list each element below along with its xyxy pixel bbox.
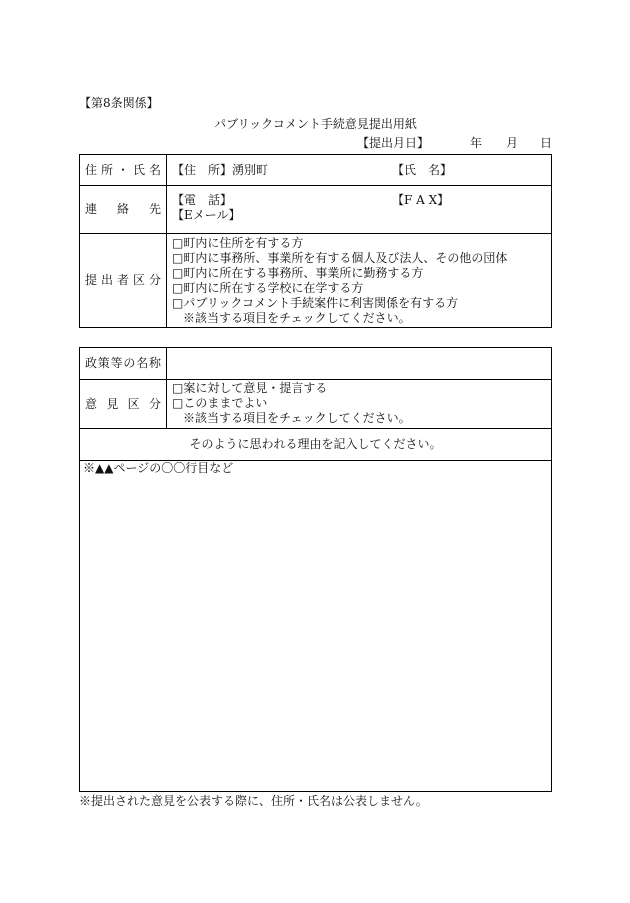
checkbox-option: □町内に所在する学校に在学する方: [172, 281, 364, 295]
reason-entry-area: [80, 461, 551, 791]
submission-date-row: [79, 136, 552, 150]
reason-heading: そのように思われる理由を記入してください。: [189, 437, 442, 451]
applicant-info-table: [79, 154, 552, 328]
policy-name-label: 政策等の名称: [85, 356, 161, 370]
opinion-category-label: 意見区分: [85, 396, 161, 411]
month-label: 月: [506, 136, 519, 150]
phone-label: 【電 話】: [172, 193, 233, 207]
policy-name-label-cell: [80, 348, 167, 379]
email-line: [172, 208, 551, 223]
address-value: 湧別町: [232, 162, 269, 177]
checkbox-option: □パブリックコメント手続案件に利害関係を有する方: [172, 296, 459, 310]
address-name-value-cell: [167, 155, 551, 185]
phone-fax-line: [172, 193, 551, 208]
email-label: 【Eメール】: [172, 208, 241, 222]
document-title: パブリックコメント手続意見提出用紙: [214, 117, 417, 131]
checkbox-option: □町内に住所を有する方: [172, 236, 304, 250]
day-label: 日: [540, 136, 553, 150]
fax-label: 【F A X】: [392, 193, 450, 207]
opinion-table: [79, 347, 552, 792]
checkbox-option: □案に対して意見・提言する: [172, 381, 328, 395]
submitter-category-label: 提出者区分: [85, 273, 161, 287]
opinion-category-row: [80, 379, 551, 428]
opinion-category-label-cell: [80, 380, 167, 428]
check-instruction-note: ※該当する項目をチェックしてください。: [183, 411, 411, 425]
submission-date-label: 【提出月日】: [357, 136, 430, 150]
address-name-row: [80, 155, 551, 185]
name-label: 【氏 名】: [392, 162, 453, 177]
submitter-category-label-cell: [80, 234, 167, 327]
reason-heading-row: [80, 428, 551, 460]
address-name-label: 住所・氏名: [85, 162, 161, 177]
opinion-category-options: [167, 380, 551, 428]
contact-value-cell: [167, 186, 551, 233]
year-label: 年: [470, 136, 483, 150]
address-label: 【住 所】: [172, 162, 233, 177]
contact-row: [80, 185, 551, 233]
checkbox-option: □町内に所在する事務所、事業所に勤務する方: [172, 266, 424, 280]
reason-hint: ※▲▲ページの〇〇行目など: [83, 461, 234, 475]
contact-label: 連絡先: [85, 202, 161, 216]
address-field: [172, 163, 392, 178]
policy-name-value-cell: [167, 348, 551, 379]
submitter-category-options: [167, 234, 551, 327]
checkbox-option: □町内に事務所、事業所を有する個人及び法人、その他の団体: [172, 251, 508, 265]
check-instruction-note: ※該当する項目をチェックしてください。: [183, 311, 411, 325]
reason-entry-row: [80, 460, 551, 791]
address-name-label-cell: [80, 155, 167, 185]
article-reference: 【第8条関係】: [79, 96, 159, 110]
policy-name-row: [80, 348, 551, 379]
contact-label-cell: [80, 186, 167, 233]
submitter-category-row: [80, 233, 551, 327]
checkbox-option: □このままでよい: [172, 396, 268, 410]
footer-note: ※提出された意見を公表する際に、住所・氏名は公表しません。: [79, 794, 428, 808]
